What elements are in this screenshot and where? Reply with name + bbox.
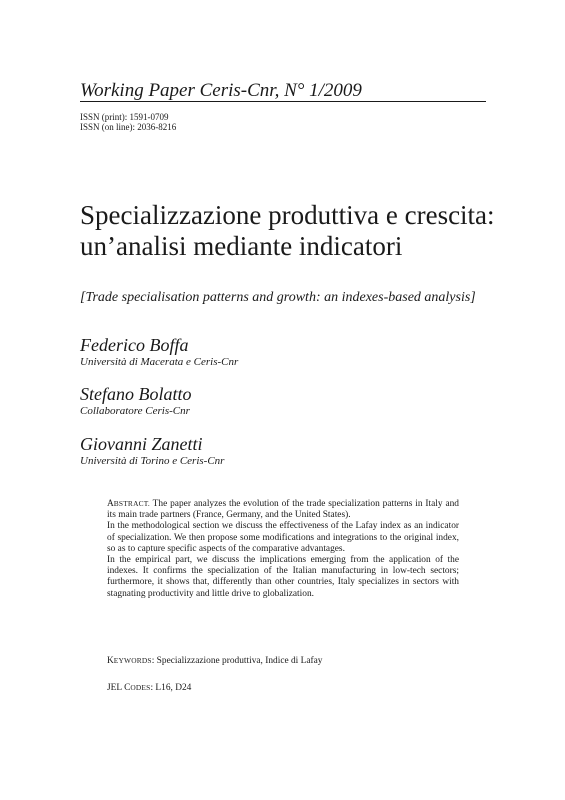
abstract [107,498,459,600]
keywords-label-first: K [107,656,114,666]
keywords-text: : Specializzazione produttiva, Indice di Lafay [151,656,323,666]
abstract-paragraph [107,498,459,521]
abstract-paragraph-1: The paper analyzes the evolution of the trade specialization patterns in Italy and its main trade partners (France, Germany, and the United States). [107,499,459,521]
author-name: Giovanni Zanetti [80,434,203,454]
paper-title-line-2: un’analisi mediante indicatori [80,231,403,261]
header-rule [80,101,486,102]
jel-label-first: JEL C [107,683,131,693]
author-name: Federico Boffa [80,335,189,355]
paper-title-line-1: Specializzazione produttiva e crescita: [80,200,495,230]
abstract-label-rest: BSTRACT. [113,499,150,508]
english-title: [Trade specialisation patterns and growth: an indexes-based analysis] [80,290,476,305]
author-affiliation: Università di Torino e Ceris-Cnr [80,455,225,467]
jel-label-rest: ODES [130,683,151,692]
keywords-label-rest: EYWORDS [113,656,152,665]
abstract-paragraph-2: In the methodological section we discuss the effectiveness of the Lafay index as an indicator of specialization. We then propose some modifications and integrations to the original index, so as to capture specific aspects of the comparative advantages. [107,521,459,554]
author-affiliation: Collaboratore Ceris-Cnr [80,405,190,417]
paper-title [80,200,520,262]
keywords [107,655,323,667]
issn-online: ISSN (on line): 2036-8216 [80,122,177,132]
working-paper-series: Working Paper Ceris-Cnr, N° 1/2009 [80,80,362,101]
author-name: Stefano Bolatto [80,384,192,404]
abstract-paragraph-3: In the empirical part, we discuss the implications emerging from the application of the indexes. It confirms the specialization of the Italian manufacturing in low-tech sectors; furthermore, it shows that, differently than other countries, Italy specializes in sectors with stagnating productivity and little drive to globalization. [107,555,459,599]
jel-codes [107,682,191,694]
abstract-label-first: A [107,499,114,509]
jel-text: : L16, D24 [150,683,192,693]
author-affiliation: Università di Macerata e Ceris-Cnr [80,356,239,368]
issn-print: ISSN (print): 1591-0709 [80,112,169,122]
